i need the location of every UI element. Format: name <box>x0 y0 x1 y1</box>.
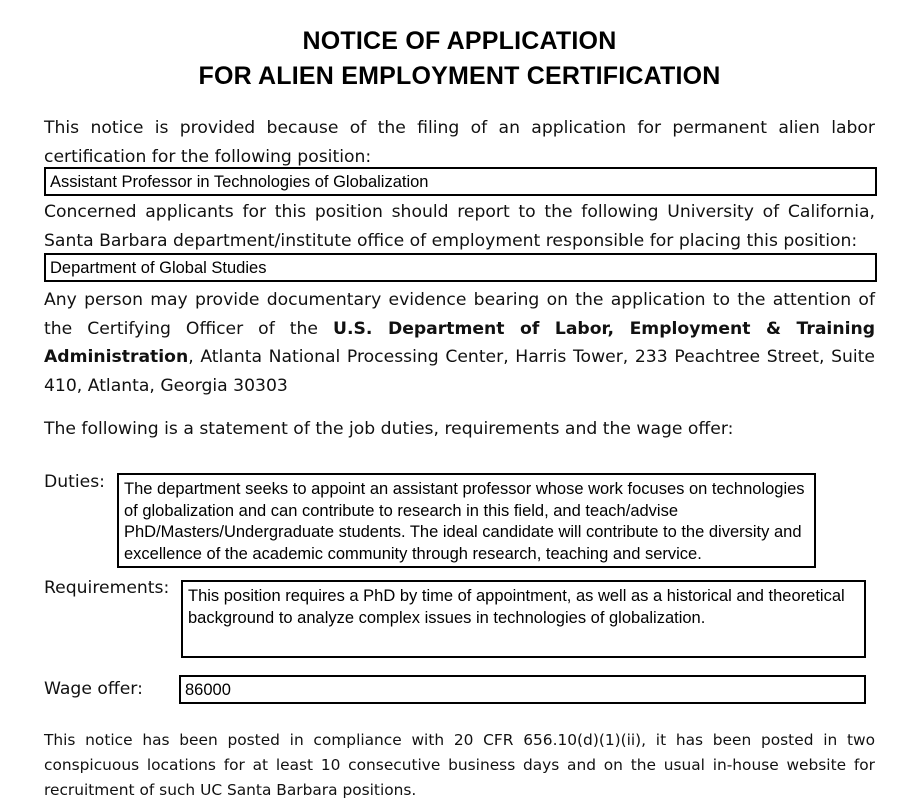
position-field-value: Assistant Professor in Technologies of Globalization <box>50 173 429 191</box>
duties-field-box[interactable] <box>117 473 816 568</box>
duties-label: Duties: <box>44 472 105 492</box>
intro-paragraph: This notice is provided because of the filing of an application for permanent alien labor certification for the following position: <box>44 118 875 167</box>
requirements-label: Requirements: <box>44 578 170 598</box>
requirements-field-value: This position requires a PhD by time of appointment, as well as a historical and theoretical background to analyze complex issues in technologies of globalization. <box>188 587 850 627</box>
statement-paragraph: The following is a statement of the job duties, requirements and the wage offer: <box>44 419 734 439</box>
evidence-paragraph <box>44 286 875 400</box>
evidence-text-before: Any person may provide documentary evidence bearing on the application to the attention of the Certifying Officer of the <box>44 290 875 339</box>
wage-offer-label: Wage offer: <box>44 679 143 699</box>
duties-field-value: The department seeks to appoint an assistant professor whose work focuses on technologies of globalization and can contribute to research in this field, and teach/advise PhD/Masters/Undergraduate students. The ideal candidate will contribute to the diversity and excellence of the academic community through research, teaching and service. <box>124 480 810 563</box>
department-field-value: Department of Global Studies <box>50 259 267 277</box>
department-field-box[interactable] <box>44 253 877 282</box>
position-field-box[interactable] <box>44 167 877 196</box>
compliance-footer-note: This notice has been posted in compliance with 20 CFR 656.10(d)(1)(ii), it has been posted in two conspicuous locations for at least 10 consecutive business days and on the usual in-house website for recruitment of such UC Santa Barbara positions. <box>44 731 875 799</box>
document-title <box>0 24 919 94</box>
requirements-field-box[interactable] <box>181 580 866 658</box>
wage-offer-field-box[interactable] <box>179 675 866 704</box>
evidence-text-after: , Atlanta National Processing Center, Harris Tower, 233 Peachtree Street, Suite 410, Atlanta, Georgia 30303 <box>44 347 875 396</box>
certifying-agency-name: U.S. Department of Labor, Employment & Training Administration <box>44 318 875 367</box>
title-line-2: FOR ALIEN EMPLOYMENT CERTIFICATION <box>198 62 721 90</box>
title-line-1: NOTICE OF APPLICATION <box>302 27 617 55</box>
report-to-paragraph: Concerned applicants for this position should report to the following University of California, Santa Barbara department/institute office of employment responsible for placing this position: <box>44 202 875 251</box>
wage-offer-field-value: 86000 <box>185 681 231 699</box>
